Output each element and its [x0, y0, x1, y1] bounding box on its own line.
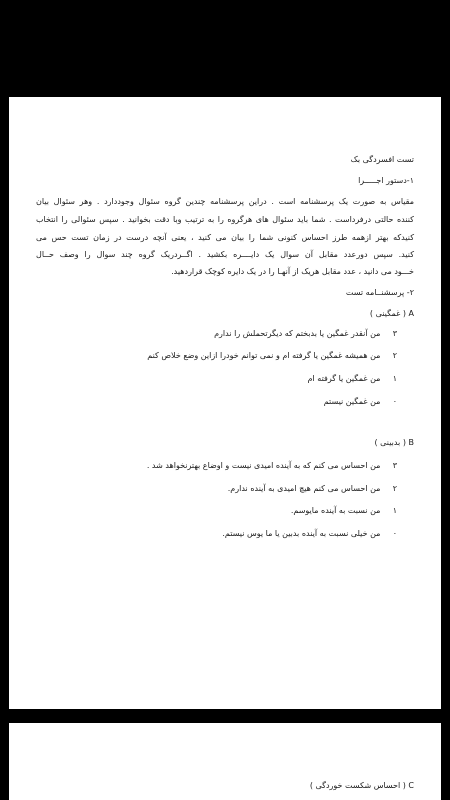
item-number: ۲ [392, 351, 397, 360]
questionnaire-heading: ۲- پرسشنــامه تست [345, 288, 414, 297]
list-item [291, 505, 397, 516]
item-number: ۳ [392, 329, 397, 338]
list-item [214, 328, 397, 339]
item-text: من احساس می کنم که به آینده امیدی نیست و اوضاع بهترنخواهد شد . [146, 461, 381, 470]
item-number: ۰ [392, 529, 397, 538]
item-text: من خیلی نسبت به آینده بدبین یا ما یوس نیستم. [222, 529, 381, 538]
section-a-title: A ( غمگینی ) [369, 309, 414, 318]
item-text: من احساس می کنم هیچ امیدی به آینده ندارم. [227, 484, 381, 493]
list-item [147, 460, 397, 471]
document-page-2 [9, 723, 441, 800]
list-item [324, 396, 397, 407]
item-text: من نسبت به آینده مایوسم. [290, 506, 381, 515]
list-item [222, 528, 397, 539]
item-text: من همیشه غمگین یا گرفته ام و نمی توانم خودرا ازاین وضع خلاص کنم [147, 351, 381, 360]
document-page-1 [9, 97, 441, 709]
item-number: ۱ [392, 374, 397, 383]
instructions-heading: ۱-دستور اجـــــرا [358, 176, 414, 185]
paragraph-line: خـــود می دانید ، عدد مقابل هریک از آنهـا را در یک دایره کوچک قراردهید. [171, 267, 414, 276]
document-title: تست افسردگی بک [350, 155, 414, 164]
list-item [228, 483, 397, 494]
item-number: ۱ [392, 506, 397, 515]
list-item [308, 373, 397, 384]
section-c-title: C ( احساس شکست خوردگی ) [309, 781, 414, 790]
item-text: من غمگین یا گرفته ام [307, 374, 381, 383]
paragraph-line: کنیدکه بهتر ازهمه طرز احساس کنونی شما را بیان می کنید ، یعنی آنچه درست در زمان تست حس می [36, 233, 414, 242]
paragraph-line: کننده حالتی درفرداست . شما باید سئوال های هرگروه را به ترتیب وبا دقت بخوانید . سپس سئوالی را انتخاب [36, 215, 414, 224]
item-number: ۰ [392, 397, 397, 406]
item-number: ۲ [392, 484, 397, 493]
item-text: من آنقدر غمگین یا بدبختم که دیگرتحملش را ندارم [214, 329, 381, 338]
item-number: ۳ [392, 461, 397, 470]
paragraph-line: کنید. سپس دورعدد مقابل آن سوال یک دایــــره بکشید . اگــردریک گروه چند سوال را وصف حــال [36, 250, 414, 259]
section-b-title: B ( بدبینی ) [374, 438, 414, 447]
item-text: من غمگین نیستم [323, 397, 381, 406]
list-item [147, 350, 397, 361]
paragraph-line: مقیاس به صورت یک پرسشنامه است . دراین پرسشنامه چندین گروه سئوال وجوددارد . وهر سئوال بیان [36, 197, 414, 206]
